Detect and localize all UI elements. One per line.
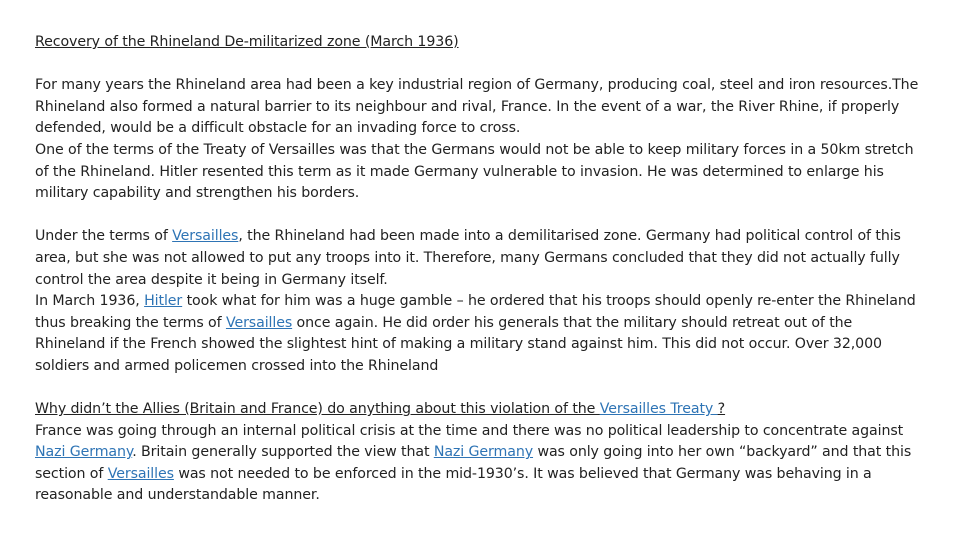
nazi-germany-link[interactable]: Nazi Germany bbox=[35, 444, 133, 461]
paragraph-rhineland-importance: For many years the Rhineland area had been a key industrial region of Germany, producing coal, steel and iron resources.The Rhineland also formed a natural barrier to its neighbour and rival, France. In the event of a war, the River Rhine, if properly defended, would be a difficult obstacle for an invading force to cross. bbox=[35, 77, 919, 137]
paragraph-march-1936 bbox=[35, 291, 925, 377]
paragraph-treaty-terms: One of the terms of the Treaty of Versailles was that the Germans would not be able to keep military forces in a 50km stretch of the Rhineland. Hitler resented this term as it made Germany vulnerable to invasion. He was determined to enlarge his military capability and strengthen his borders. bbox=[35, 141, 914, 202]
versailles-treaty-link[interactable]: Versailles Treaty bbox=[599, 401, 718, 418]
hitler-link[interactable]: Hitler bbox=[144, 293, 183, 310]
text-run: In March 1936, bbox=[35, 293, 145, 310]
text-run: once again. He did order his generals that the military should retreat out of the Rhineland if the French showed the slightest hint of making a military stand against him. This did not occur. Over 32,000 soldiers and armed policemen crossed into the Rhineland bbox=[35, 314, 882, 374]
text-run: ? bbox=[717, 401, 726, 418]
text-run: Under the terms of bbox=[35, 228, 173, 245]
versailles-link[interactable]: Versailles bbox=[225, 314, 293, 331]
document-body bbox=[35, 32, 925, 507]
versailles-link[interactable]: Versailles bbox=[172, 228, 239, 245]
spacer bbox=[35, 54, 925, 76]
text-run: , the Rhineland had been made into a demilitarised zone. Germany had political control of this area, but she was not allowed to put any troops into it. Therefore, many Germans concluded that they did not actually fully control the area despite it being in Germany itself. bbox=[35, 228, 901, 288]
text-run: Why didn’t the Allies (Britain and France) do anything about this violation of the bbox=[35, 401, 600, 418]
page-title: Recovery of the Rhineland De-militarized zone (March 1936) bbox=[35, 34, 459, 50]
paragraph-allies-response bbox=[35, 421, 925, 507]
nazi-germany-link[interactable]: Nazi Germany bbox=[433, 444, 534, 461]
text-run: was not needed to be enforced in the mid-1930’s. It was believed that Germany was behaving in a reasonable and understandable manner. bbox=[35, 465, 872, 504]
question-heading bbox=[35, 399, 925, 421]
text-run: took what for him was a huge gamble – he ordered that his troops should openly re-enter the Rhineland thus breaking the terms of bbox=[35, 293, 916, 331]
text-run: France was going through an internal political crisis at the time and there was no political leadership to concentrate against bbox=[35, 422, 904, 439]
versailles-link[interactable]: Versailles bbox=[107, 465, 174, 482]
text-run: was only going into her own “backyard” and that this section of bbox=[35, 444, 912, 482]
paragraph-demilitarised-zone bbox=[35, 226, 925, 291]
text-run: . Britain generally supported the view that bbox=[132, 444, 434, 461]
spacer bbox=[35, 205, 925, 227]
spacer bbox=[35, 378, 925, 400]
